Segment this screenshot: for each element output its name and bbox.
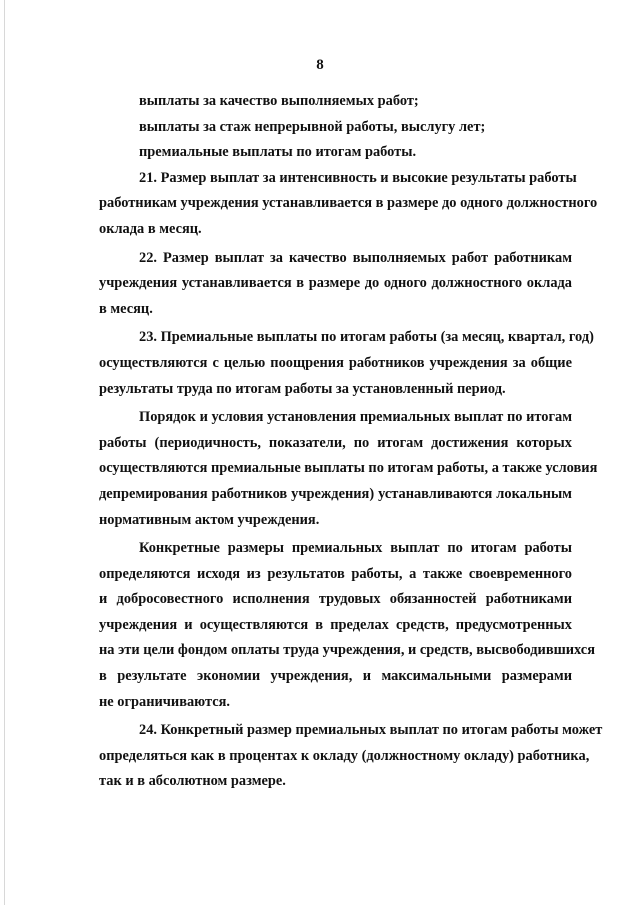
paragraph-line: работникам учреждения устанавливается в размере до одного должностного <box>99 195 598 212</box>
paragraph-24 <box>99 718 603 795</box>
paragraph-line: не ограничиваются. <box>99 693 230 710</box>
paragraph-line: в результате экономии учреждения, и максимальными размерами <box>99 668 572 685</box>
paragraph-line: Порядок и условия установления премиальных выплат по итогам <box>139 409 572 426</box>
paragraph-line: работы (периодичность, показатели, по итогам достижения которых <box>99 434 572 451</box>
page-edge-line <box>4 0 5 905</box>
list-item: выплаты за качество выполняемых работ; <box>139 93 419 109</box>
document-body <box>99 89 603 795</box>
paragraph-line: на эти цели фондом оплаты труда учреждения, и средств, высвободившихся <box>99 642 595 659</box>
paragraph-line: в месяц. <box>99 300 153 317</box>
payment-list <box>99 89 572 166</box>
paragraph-line: 23. Премиальные выплаты по итогам работы (за месяц, квартал, год) <box>139 329 594 346</box>
paragraph-line: определяются исходя из результатов работы, а также своевременного <box>99 565 572 582</box>
paragraph-22 <box>99 246 572 323</box>
paragraph-line: осуществляются с целью поощрения работников учреждения за общие <box>99 354 572 371</box>
paragraph-line: депремирования работников учреждения) устанавливаются локальным <box>99 485 572 502</box>
paragraph-line: и добросовестного исполнения трудовых обязанностей работниками <box>99 591 572 608</box>
paragraph-line: определяться как в процентах к окладу (должностному окладу) работника, <box>99 747 590 764</box>
paragraph-amounts <box>99 536 595 715</box>
paragraph-line: 24. Конкретный размер премиальных выплат по итогам работы может <box>139 722 603 739</box>
paragraph-line: 21. Размер выплат за интенсивность и высокие результаты работы <box>139 169 577 186</box>
paragraph-line: нормативным актом учреждения. <box>99 511 320 528</box>
paragraph-21 <box>99 166 598 243</box>
paragraph-line: оклада в месяц. <box>99 220 202 237</box>
paragraph-line: осуществляются премиальные выплаты по итогам работы, а также условия <box>99 460 598 477</box>
list-item: выплаты за стаж непрерывной работы, выслугу лет; <box>139 118 486 135</box>
list-item: премиальные выплаты по итогам работы. <box>139 144 417 161</box>
paragraph-line: 22. Размер выплат за качество выполняемых работ работникам <box>139 249 572 266</box>
paragraph-line: учреждения устанавливается в размере до одного должностного оклада <box>99 275 572 292</box>
paragraph-line: Конкретные размеры премиальных выплат по итогам работы <box>139 540 572 557</box>
paragraph-23 <box>99 325 594 402</box>
paragraph-line: учреждения и осуществляются в пределах средств, предусмотренных <box>99 616 572 633</box>
paragraph-line: так и в абсолютном размере. <box>99 773 286 790</box>
paragraph-line: результаты труда по итогам работы за установленный период. <box>99 380 506 397</box>
paragraph-procedure <box>99 405 598 533</box>
page-number: 8 <box>316 57 324 73</box>
